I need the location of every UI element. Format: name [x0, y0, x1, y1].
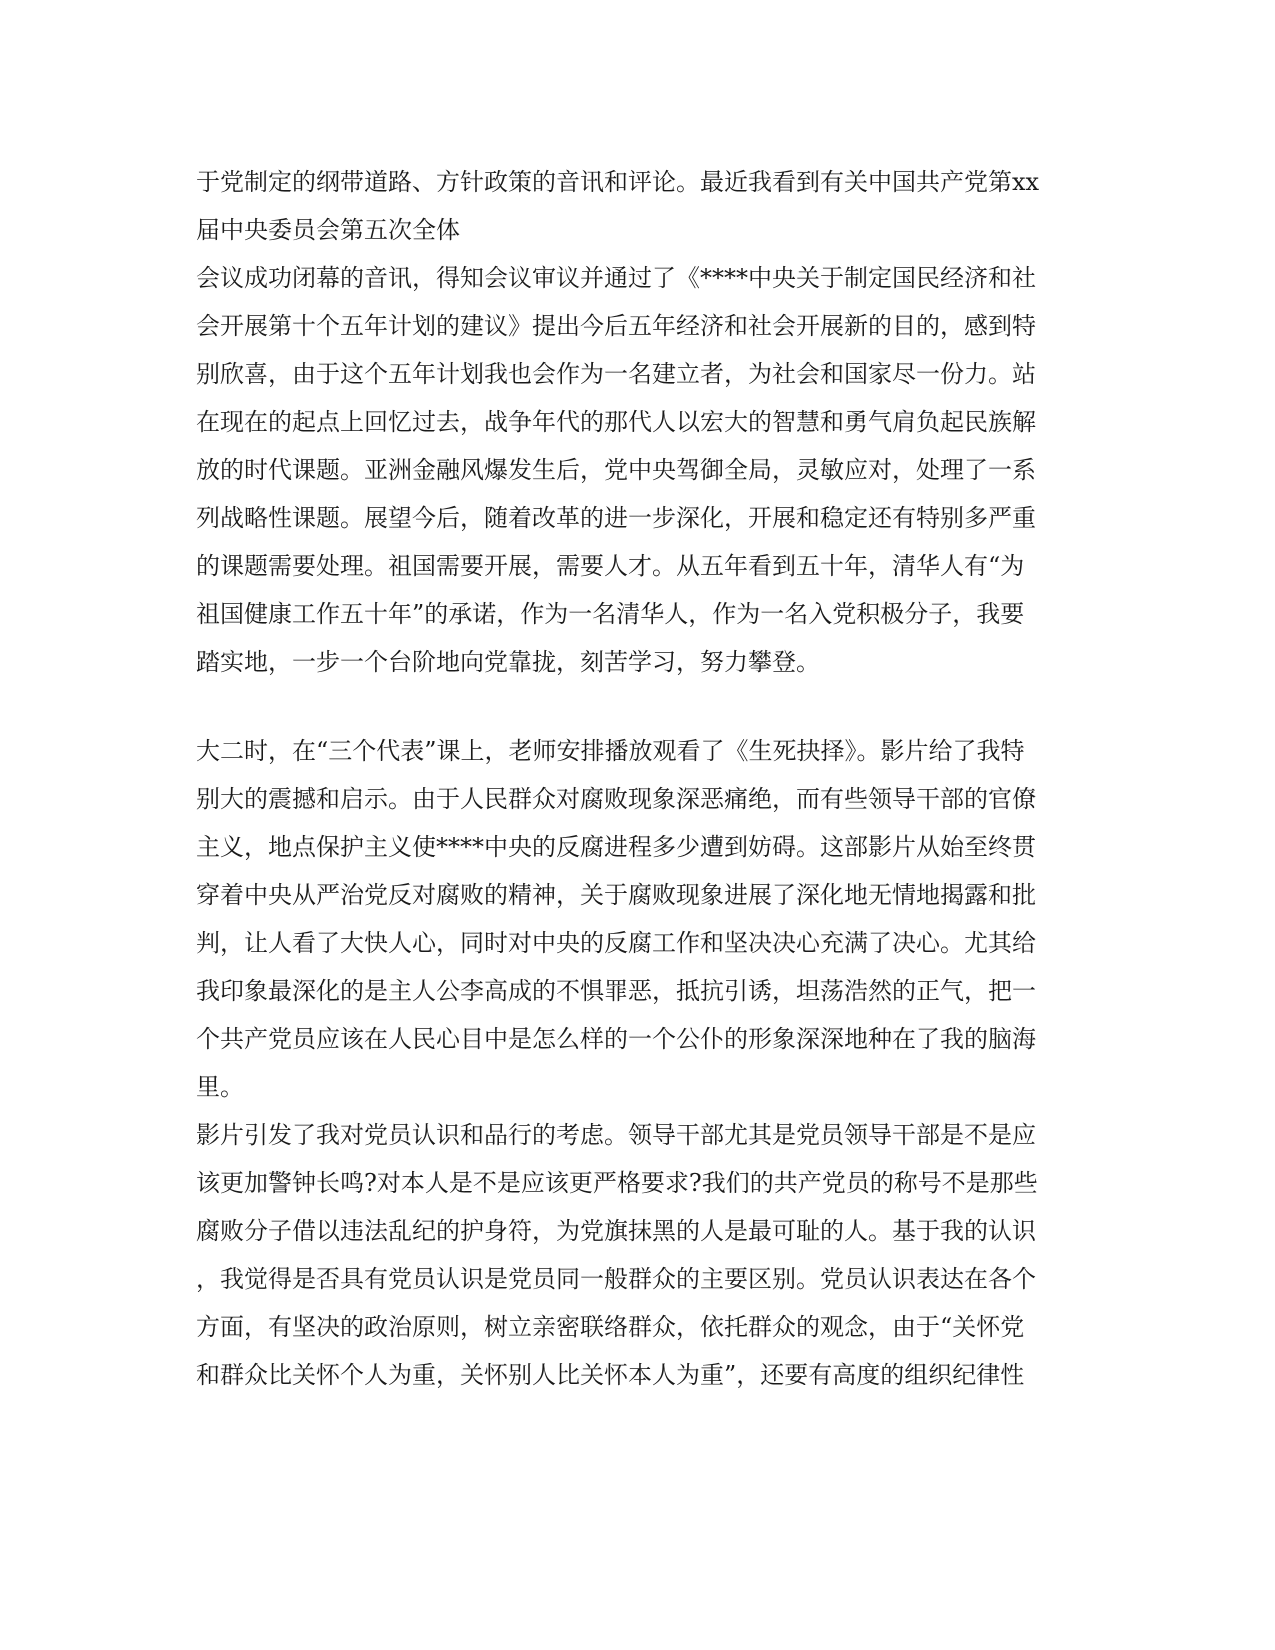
- text-line: 在现在的起点上回忆过去，战争年代的那代人以宏大的智慧和勇气肩负起民族解: [196, 408, 1036, 436]
- text-line: 放的时代课题。亚洲金融风爆发生后，党中央驾御全局，灵敏应对，处理了一系: [196, 456, 1036, 484]
- text-line: 主义，地点保护主义使****中央的反腐进程多少遭到妨碍。这部影片从始至终贯: [196, 833, 1036, 861]
- text-line: 影片引发了我对党员认识和品行的考虑。领导干部尤其是党员领导干部是不是应: [196, 1121, 1036, 1149]
- text-line: 腐败分子借以违法乱纪的护身符，为党旗抹黑的人是最可耻的人。基于我的认识: [196, 1217, 1036, 1245]
- text-line: 我印象最深化的是主人公李高成的不惧罪恶，抵抗引诱，坦荡浩然的正气，把一: [196, 977, 1036, 1005]
- paragraph-block-2: [196, 727, 1076, 1399]
- text-line: 别大的震撼和启示。由于人民群众对腐败现象深恶痛绝，而有些领导干部的官僚: [196, 785, 1036, 813]
- text-line: ，我觉得是否具有党员认识是党员同一般群众的主要区别。党员认识表达在各个: [196, 1265, 1036, 1293]
- text-line: 方面，有坚决的政治原则，树立亲密联络群众，依托群众的观念，由于“关怀党: [196, 1313, 1025, 1341]
- text-line: 别欣喜，由于这个五年计划我也会作为一名建立者，为社会和国家尽一份力。站: [196, 360, 1036, 388]
- text-line: 会议成功闭幕的音讯，得知会议审议并通过了《****中央关于制定国民经济和社: [196, 264, 1036, 292]
- text-line: 届中央委员会第五次全体: [196, 216, 460, 244]
- text-line: 个共产党员应该在人民心目中是怎么样的一个公仆的形象深深地种在了我的脑海: [196, 1025, 1036, 1053]
- text-line: 踏实地，一步一个台阶地向党靠拢，刻苦学习，努力攀登。: [196, 648, 820, 676]
- text-line: 大二时，在“三个代表”课上，老师安排播放观看了《生死抉择》。影片给了我特: [196, 737, 1025, 765]
- text-line: 会开展第十个五年计划的建议》提出今后五年经济和社会开展新的目的，感到特: [196, 312, 1036, 340]
- paragraph-block-1: [196, 158, 1076, 686]
- text-line: 判，让人看了大快人心，同时对中央的反腐工作和坚决决心充满了决心。尤其给: [196, 929, 1036, 957]
- text-line: 的课题需要处理。祖国需要开展，需要人才。从五年看到五十年，清华人有“为: [196, 552, 1025, 580]
- text-line: 祖国健康工作五十年”的承诺，作为一名清华人，作为一名入党积极分子，我要: [196, 600, 1025, 628]
- text-line: 里。: [196, 1073, 244, 1101]
- text-line: 列战略性课题。展望今后，随着改革的进一步深化，开展和稳定还有特别多严重: [196, 504, 1036, 532]
- text-line: 穿着中央从严治党反对腐败的精神，关于腐败现象进展了深化地无情地揭露和批: [196, 881, 1036, 909]
- text-line: 该更加警钟长鸣?对本人是不是应该更严格要求?我们的共产党员的称号不是那些: [196, 1169, 1038, 1197]
- text-line: 和群众比关怀个人为重，关怀别人比关怀本人为重”，还要有高度的组织纪律性: [196, 1361, 1025, 1389]
- text-line: 于党制定的纲带道路、方针政策的音讯和评论。最近我看到有关中国共产党第xx: [196, 168, 1040, 196]
